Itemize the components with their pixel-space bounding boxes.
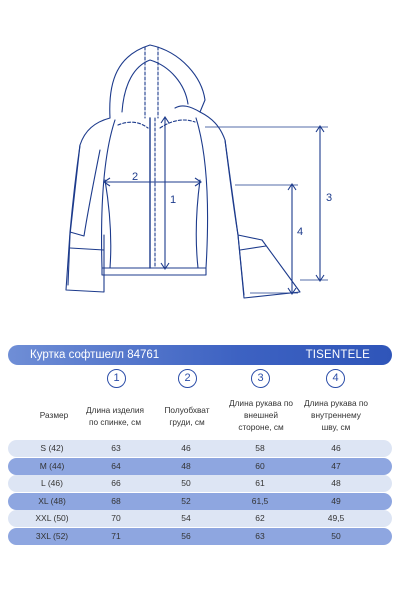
- measurement-cell: 66: [111, 478, 121, 489]
- sleeve-left: [70, 145, 100, 236]
- table-row: [8, 493, 392, 510]
- size-cell: S (42): [40, 443, 64, 453]
- measurement-cell: 54: [181, 513, 191, 524]
- header-col3: Длина рукава по внешней стороне, см: [228, 398, 294, 432]
- measurement-cell: 46: [331, 443, 341, 453]
- size-cell: M (44): [39, 460, 65, 471]
- measurement-cell: 49: [331, 495, 341, 506]
- measure-4-label: 4: [297, 226, 304, 238]
- measurement-cell: 61,5: [251, 495, 269, 506]
- measurement-cell: 63: [111, 443, 121, 453]
- measure-3-label: 3: [326, 192, 333, 204]
- measurement-cell: 62: [255, 513, 265, 524]
- measurement-cell: 64: [111, 460, 121, 471]
- measurement-cell: 49,5: [327, 513, 345, 524]
- measurement-cell: 48: [181, 460, 191, 471]
- measurement-cell: 47: [331, 460, 341, 471]
- product-title-bar: [8, 345, 392, 365]
- size-cell: L (46): [41, 478, 63, 489]
- table-row: [8, 510, 392, 527]
- measurement-cell: 46: [181, 443, 191, 453]
- column-number-2: 2: [178, 369, 197, 388]
- column-number-3: 3: [251, 369, 270, 388]
- hood-inner: [122, 60, 188, 112]
- measurement-cell: 63: [255, 531, 265, 541]
- measurement-cell: 70: [111, 513, 121, 524]
- measurement-cell: 71: [111, 531, 121, 541]
- measure-1-label: 1: [170, 194, 177, 206]
- hem: [102, 268, 206, 275]
- measurement-cell: 50: [331, 531, 341, 541]
- header-col1: Длина изделия по спинке, см: [85, 405, 144, 427]
- table-row: [8, 458, 392, 475]
- measurement-cell: 50: [181, 478, 191, 489]
- brand-name: TISENTELE: [305, 349, 370, 361]
- column-number-1: 1: [107, 369, 126, 388]
- hood-outline: [110, 45, 205, 118]
- sleeve-right: [225, 140, 262, 240]
- size-cell: 3XL (52): [35, 531, 69, 541]
- header-size: Размер: [39, 410, 69, 420]
- measurement-cell: 48: [331, 478, 341, 489]
- measurement-cell: 52: [181, 495, 191, 506]
- header-col4: Длина рукава по внутреннему шву, см: [303, 398, 369, 432]
- table-row: [8, 475, 392, 492]
- table-row: [8, 528, 392, 545]
- table-row: [8, 440, 392, 457]
- measure-2-label: 2: [132, 171, 139, 183]
- body-right-outline: [200, 112, 244, 295]
- measurement-cell: 56: [181, 531, 191, 541]
- measurement-cell: 60: [255, 460, 265, 471]
- size-cell: XL (48): [38, 495, 66, 506]
- measurement-cell: 68: [111, 495, 121, 506]
- header-col2: Полуобхват груди, см: [164, 405, 210, 427]
- measurement-cell: 58: [255, 443, 265, 453]
- product-name: Куртка софтшелл 84761: [30, 349, 160, 361]
- column-number-4: 4: [326, 369, 345, 388]
- measurement-cell: 61: [255, 478, 265, 489]
- size-cell: XXL (50): [35, 513, 69, 524]
